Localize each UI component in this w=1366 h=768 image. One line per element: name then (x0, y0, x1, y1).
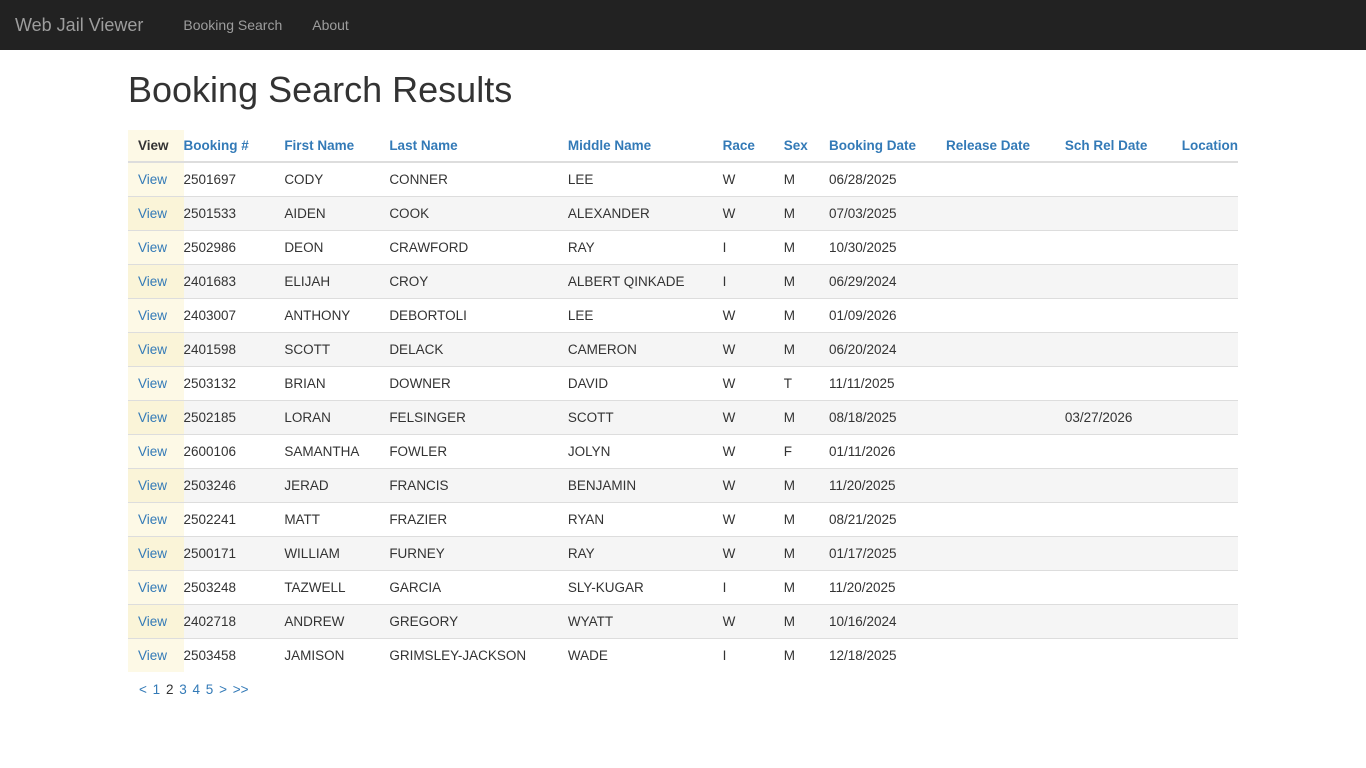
cell-booking-date: 10/30/2025 (829, 230, 946, 264)
table-header-row (128, 130, 1238, 162)
cell-release-date (946, 162, 1065, 197)
cell-race: W (723, 400, 784, 434)
cell-release-date (946, 604, 1065, 638)
cell-booking-date: 06/29/2024 (829, 264, 946, 298)
cell-sch-rel-date (1065, 502, 1182, 536)
cell-booking-number: 2501533 (184, 196, 285, 230)
cell-booking-date: 12/18/2025 (829, 638, 946, 672)
cell-location (1182, 468, 1238, 502)
cell-race: I (723, 230, 784, 264)
booking-results-table (128, 130, 1238, 672)
cell-race: I (723, 264, 784, 298)
cell-location (1182, 196, 1238, 230)
cell-booking-number: 2503246 (184, 468, 285, 502)
cell-race: W (723, 434, 784, 468)
cell-race: W (723, 196, 784, 230)
cell-release-date (946, 434, 1065, 468)
table-row (128, 604, 1238, 638)
cell-middle-name: JOLYN (568, 434, 723, 468)
cell-booking-date: 11/20/2025 (829, 570, 946, 604)
cell-sex: M (784, 332, 829, 366)
view-cell[interactable] (128, 468, 184, 502)
cell-location (1182, 570, 1238, 604)
pagination-link[interactable]: > (219, 681, 227, 697)
cell-booking-date: 11/20/2025 (829, 468, 946, 502)
cell-sex: F (784, 434, 829, 468)
cell-booking-date: 06/28/2025 (829, 162, 946, 197)
view-cell[interactable] (128, 502, 184, 536)
cell-booking-number: 2503248 (184, 570, 285, 604)
cell-location (1182, 230, 1238, 264)
cell-sch-rel-date (1065, 570, 1182, 604)
cell-location (1182, 162, 1238, 197)
cell-last-name: CROY (389, 264, 568, 298)
cell-sch-rel-date (1065, 434, 1182, 468)
cell-race: W (723, 162, 784, 197)
view-link[interactable]: View (138, 409, 168, 425)
cell-middle-name: ALEXANDER (568, 196, 723, 230)
cell-race: W (723, 298, 784, 332)
cell-sex: M (784, 502, 829, 536)
pagination-current-page: 2 (165, 681, 174, 697)
view-link[interactable]: View (138, 307, 168, 323)
view-link[interactable]: View (138, 239, 168, 255)
cell-last-name: FRANCIS (389, 468, 568, 502)
cell-sch-rel-date (1065, 332, 1182, 366)
cell-race: W (723, 536, 784, 570)
cell-release-date (946, 638, 1065, 672)
cell-middle-name: RYAN (568, 502, 723, 536)
cell-sex: M (784, 536, 829, 570)
column-header-sch-rel-date[interactable]: Sch Rel Date (1065, 130, 1182, 162)
cell-location (1182, 434, 1238, 468)
cell-first-name: DEON (284, 230, 389, 264)
cell-first-name: ELIJAH (284, 264, 389, 298)
view-link[interactable]: View (138, 545, 168, 561)
cell-sex: M (784, 468, 829, 502)
cell-middle-name: CAMERON (568, 332, 723, 366)
brand-link[interactable]: Web Jail Viewer (15, 15, 144, 35)
cell-release-date (946, 298, 1065, 332)
cell-booking-date: 08/18/2025 (829, 400, 946, 434)
cell-last-name: GREGORY (389, 604, 568, 638)
cell-first-name: LORAN (284, 400, 389, 434)
top-navbar (0, 0, 1366, 50)
table-row (128, 332, 1238, 366)
view-cell[interactable] (128, 604, 184, 638)
cell-booking-number: 2503132 (184, 366, 285, 400)
cell-booking-date: 01/17/2025 (829, 536, 946, 570)
cell-sch-rel-date (1065, 264, 1182, 298)
nav-item-about[interactable]: About (312, 17, 349, 33)
table-body (128, 162, 1238, 672)
cell-sch-rel-date (1065, 468, 1182, 502)
view-cell[interactable] (128, 434, 184, 468)
column-header-view: View (128, 130, 184, 162)
cell-race: W (723, 604, 784, 638)
cell-last-name: FOWLER (389, 434, 568, 468)
cell-first-name: JAMISON (284, 638, 389, 672)
cell-release-date (946, 264, 1065, 298)
cell-middle-name: LEE (568, 298, 723, 332)
cell-booking-number: 2501697 (184, 162, 285, 197)
cell-sch-rel-date (1065, 162, 1182, 197)
cell-location (1182, 366, 1238, 400)
column-header-last-name[interactable]: Last Name (389, 130, 568, 162)
view-cell[interactable] (128, 162, 184, 197)
cell-sex: M (784, 298, 829, 332)
cell-middle-name: SLY-KUGAR (568, 570, 723, 604)
cell-first-name: TAZWELL (284, 570, 389, 604)
view-cell[interactable] (128, 570, 184, 604)
cell-middle-name: WYATT (568, 604, 723, 638)
table-row (128, 570, 1238, 604)
view-cell[interactable] (128, 366, 184, 400)
cell-race: I (723, 638, 784, 672)
column-header-middle-name[interactable]: Middle Name (568, 130, 723, 162)
cell-first-name: SAMANTHA (284, 434, 389, 468)
cell-sex: M (784, 570, 829, 604)
cell-last-name: DELACK (389, 332, 568, 366)
cell-race: I (723, 570, 784, 604)
cell-sch-rel-date (1065, 298, 1182, 332)
cell-first-name: CODY (284, 162, 389, 197)
view-cell[interactable] (128, 638, 184, 672)
cell-booking-number: 2502241 (184, 502, 285, 536)
cell-sch-rel-date (1065, 638, 1182, 672)
cell-release-date (946, 468, 1065, 502)
cell-booking-number: 2502185 (184, 400, 285, 434)
cell-last-name: CRAWFORD (389, 230, 568, 264)
cell-booking-date: 07/03/2025 (829, 196, 946, 230)
cell-release-date (946, 502, 1065, 536)
view-cell[interactable] (128, 264, 184, 298)
view-link[interactable]: View (138, 171, 168, 187)
cell-first-name: MATT (284, 502, 389, 536)
cell-location (1182, 502, 1238, 536)
cell-booking-number: 2401598 (184, 332, 285, 366)
pagination-link[interactable]: < (139, 681, 147, 697)
cell-sch-rel-date (1065, 366, 1182, 400)
pagination-link[interactable]: 4 (192, 681, 201, 697)
column-header-race[interactable]: Race (723, 130, 784, 162)
cell-booking-date: 01/09/2026 (829, 298, 946, 332)
pagination (128, 672, 1238, 697)
table-row (128, 196, 1238, 230)
view-link[interactable]: View (138, 477, 168, 493)
table-row (128, 400, 1238, 434)
cell-last-name: DOWNER (389, 366, 568, 400)
page-title: Booking Search Results (128, 69, 513, 110)
table-row (128, 298, 1238, 332)
cell-first-name: SCOTT (284, 332, 389, 366)
cell-middle-name: WADE (568, 638, 723, 672)
cell-sex: M (784, 604, 829, 638)
cell-middle-name: DAVID (568, 366, 723, 400)
cell-first-name: ANDREW (284, 604, 389, 638)
pagination-link[interactable]: 5 (205, 681, 214, 697)
cell-last-name: FELSINGER (389, 400, 568, 434)
cell-sex: M (784, 162, 829, 197)
pagination-link[interactable]: >> (232, 681, 249, 697)
view-link[interactable]: View (138, 341, 168, 357)
cell-location (1182, 604, 1238, 638)
cell-sch-rel-date (1065, 196, 1182, 230)
view-link[interactable]: View (138, 579, 168, 595)
cell-middle-name: LEE (568, 162, 723, 197)
table-row (128, 468, 1238, 502)
table-row (128, 162, 1238, 197)
column-header-sex[interactable]: Sex (784, 130, 829, 162)
cell-sex: M (784, 400, 829, 434)
cell-sex: M (784, 196, 829, 230)
table-row (128, 502, 1238, 536)
cell-last-name: GRIMSLEY-JACKSON (389, 638, 568, 672)
cell-race: W (723, 366, 784, 400)
cell-location (1182, 332, 1238, 366)
column-header-release-date[interactable]: Release Date (946, 130, 1065, 162)
view-link[interactable]: View (138, 613, 168, 629)
view-cell[interactable] (128, 196, 184, 230)
cell-sch-rel-date: 03/27/2026 (1065, 400, 1182, 434)
cell-first-name: AIDEN (284, 196, 389, 230)
view-link[interactable]: View (138, 375, 168, 391)
cell-first-name: BRIAN (284, 366, 389, 400)
cell-race: W (723, 332, 784, 366)
cell-booking-number: 2500171 (184, 536, 285, 570)
cell-sch-rel-date (1065, 230, 1182, 264)
cell-middle-name: RAY (568, 230, 723, 264)
pagination-link[interactable]: 3 (179, 681, 187, 697)
cell-release-date (946, 332, 1065, 366)
cell-location (1182, 536, 1238, 570)
cell-race: W (723, 468, 784, 502)
cell-last-name: FURNEY (389, 536, 568, 570)
table-header (128, 130, 1238, 162)
view-cell[interactable] (128, 400, 184, 434)
column-header-location[interactable]: Location (1182, 130, 1238, 162)
cell-booking-date: 06/20/2024 (829, 332, 946, 366)
cell-sex: M (784, 230, 829, 264)
cell-location (1182, 638, 1238, 672)
table-row (128, 638, 1238, 672)
table-row (128, 434, 1238, 468)
cell-last-name: DEBORTOLI (389, 298, 568, 332)
cell-middle-name: RAY (568, 536, 723, 570)
cell-release-date (946, 536, 1065, 570)
table-row (128, 230, 1238, 264)
view-cell[interactable] (128, 298, 184, 332)
cell-sch-rel-date (1065, 604, 1182, 638)
view-cell[interactable] (128, 230, 184, 264)
column-header-first-name[interactable]: First Name (284, 130, 389, 162)
cell-sex: M (784, 638, 829, 672)
table-row (128, 536, 1238, 570)
cell-booking-date: 11/11/2025 (829, 366, 946, 400)
cell-booking-number: 2503458 (184, 638, 285, 672)
table-row (128, 366, 1238, 400)
view-link[interactable]: View (138, 205, 168, 221)
cell-booking-number: 2401683 (184, 264, 285, 298)
cell-first-name: ANTHONY (284, 298, 389, 332)
cell-location (1182, 298, 1238, 332)
view-link[interactable]: View (138, 511, 168, 527)
cell-booking-date: 01/11/2026 (829, 434, 946, 468)
cell-release-date (946, 366, 1065, 400)
cell-sex: T (784, 366, 829, 400)
cell-release-date (946, 570, 1065, 604)
cell-release-date (946, 196, 1065, 230)
column-header-booking-number[interactable]: Booking # (184, 130, 285, 162)
table-row (128, 264, 1238, 298)
cell-first-name: WILLIAM (284, 536, 389, 570)
cell-booking-number: 2502986 (184, 230, 285, 264)
cell-last-name: GARCIA (389, 570, 568, 604)
cell-booking-number: 2402718 (184, 604, 285, 638)
page-container (113, 70, 1253, 697)
view-cell[interactable] (128, 536, 184, 570)
cell-last-name: FRAZIER (389, 502, 568, 536)
cell-first-name: JERAD (284, 468, 389, 502)
view-link[interactable]: View (138, 443, 168, 459)
cell-last-name: COOK (389, 196, 568, 230)
nav-item-booking-search[interactable]: Booking Search (183, 17, 283, 33)
cell-middle-name: BENJAMIN (568, 468, 723, 502)
cell-release-date (946, 400, 1065, 434)
column-header-booking-date[interactable]: Booking Date (829, 130, 946, 162)
view-link[interactable]: View (138, 647, 168, 663)
cell-middle-name: SCOTT (568, 400, 723, 434)
cell-sch-rel-date (1065, 536, 1182, 570)
cell-location (1182, 400, 1238, 434)
cell-middle-name: ALBERT QINKADE (568, 264, 723, 298)
view-link[interactable]: View (138, 273, 168, 289)
view-cell[interactable] (128, 332, 184, 366)
cell-booking-date: 10/16/2024 (829, 604, 946, 638)
cell-location (1182, 264, 1238, 298)
cell-booking-number: 2403007 (184, 298, 285, 332)
cell-release-date (946, 230, 1065, 264)
cell-race: W (723, 502, 784, 536)
cell-last-name: CONNER (389, 162, 568, 197)
cell-booking-number: 2600106 (184, 434, 285, 468)
cell-sex: M (784, 264, 829, 298)
pagination-link[interactable]: 1 (152, 681, 161, 697)
cell-booking-date: 08/21/2025 (829, 502, 946, 536)
